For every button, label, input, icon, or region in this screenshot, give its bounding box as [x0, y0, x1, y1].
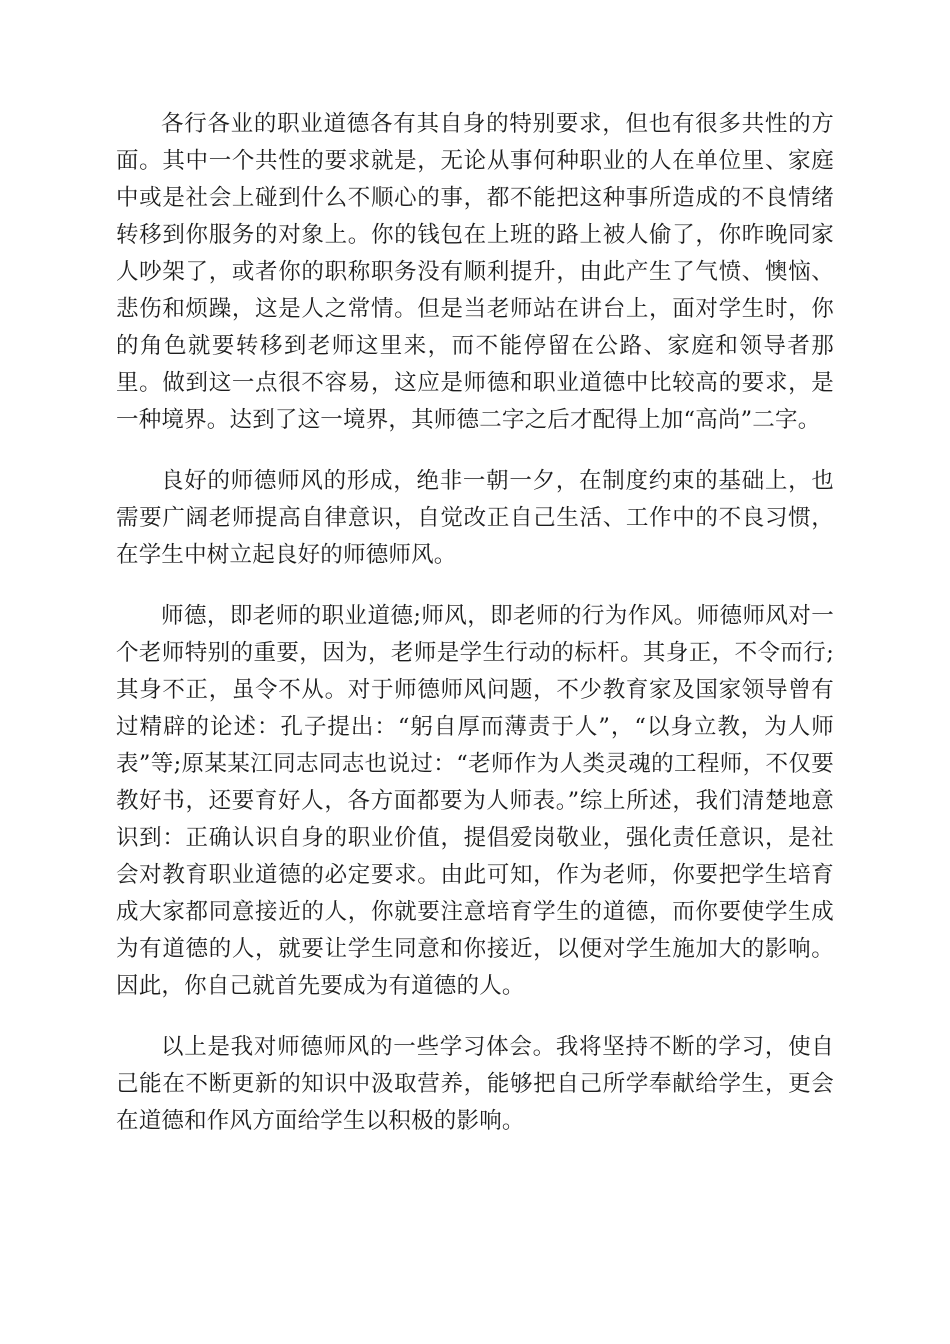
paragraph-2: 良好的师德师风的形成，绝非一朝一夕，在制度约束的基础上，也需要广阔老师提高自律意识，自觉改正自己生活、工作中的不良习惯，在学生中树立起良好的师德师风。 — [116, 468, 834, 568]
document-body — [116, 106, 834, 1164]
paragraph-1: 各行各业的职业道德各有其自身的特别要求，但也有很多共性的方面。其中一个共性的要求就是，无论从事何种职业的人在单位里、家庭中或是社会上碰到什么不顺心的事，都不能把这种事所造成的不良情绪转移到你服务的对象上。你的钱包在上班的路上被人偷了，你昨晚同家人吵架了，或者你的职称职务没有顺利提升，由此产生了气愤、懊恼、悲伤和烦躁，这是人之常情。但是当老师站在讲台上，面对学生时，你的角色就要转移到老师这里来，而不能停留在公路、家庭和领导者那里。做到这一点很不容易，这应是师德和职业道德中比较高的要求，是一种境界。达到了这一境界，其师德二字之后才配得上加“高尚”二字。 — [116, 111, 834, 433]
paragraph-4: 以上是我对师德师风的一些学习体会。我将坚持不断的学习，使自己能在不断更新的知识中汲取营养，能够把自己所学奉献给学生，更会在道德和作风方面给学生以积极的影响。 — [116, 1034, 834, 1134]
paragraph-3: 师德，即老师的职业道德;师风，即老师的行为作风。师德师风对一个老师特别的重要，因为，老师是学生行动的标杆。其身正，不令而行;其身不正，虽令不从。对于师德师风问题，不少教育家及国家领导曾有过精辟的论述：孔子提出：“躬自厚而薄责于人”，“以身立教，为人师表”等;原某某江同志同志也说过：“老师作为人类灵魂的工程师，不仅要教好书，还要育好人，各方面都要为人师表。”综上所述，我们清楚地意识到：正确认识自身的职业价值，提倡爱岗敬业，强化责任意识，是社会对教育职业道德的必定要求。由此可知，作为老师，你要把学生培育成大家都同意接近的人，你就要注意培育学生的道德，而你要使学生成为有道德的人，就要让学生同意和你接近，以便对学生施加大的影响。因此，你自己就首先要成为有道德的人。 — [116, 603, 834, 999]
